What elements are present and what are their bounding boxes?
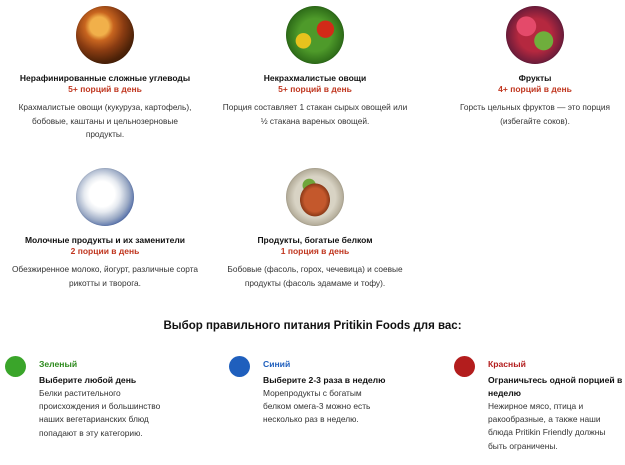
food-group-servings: 5+ порций в день [68, 84, 142, 94]
choice-description: Нежирное мясо, птица и ракообразные, а также наши блюда Pritikin Friendly должны быть ограничены. [488, 401, 606, 451]
choice-description: Белки растительного происхождения и большинство наших вегетарианских блюд попадают в эту категорию. [39, 388, 161, 438]
food-group-title: Некрахмалистые овощи [263, 73, 367, 83]
choice-description: Морепродукты с богатым белком омега-3 можно есть несколько раз в неделю. [263, 388, 371, 425]
food-group-description: Бобовые (фасоль, горох, чечевица) и соевые продукты (фасоль эдамаме и тофу). [227, 264, 403, 288]
food-group-card-protein [200, 168, 430, 290]
choice-heading: Выберите 2-3 раза в неделю [263, 375, 386, 385]
choice-heading: Ограничьтесь одной порцией в неделю [488, 375, 623, 398]
food-group-title: Продукты, богатые белком [257, 235, 373, 245]
protein-photo [286, 168, 344, 226]
whole-grains-photo [76, 6, 134, 64]
choice-label: Синий [263, 359, 291, 369]
section-heading: Выбор правильного питания Pritikin Foods для вас: [163, 320, 462, 332]
food-group-description: Горсть цельных фруктов — это порция (избегайте соков). [459, 102, 611, 126]
food-group-title: Нерафинированные сложные углеводы [19, 73, 191, 83]
food-group-servings: 4+ порций в день [498, 84, 572, 94]
food-group-description: Обезжиренное молоко, йогурт, различные сорта рикотты и творога. [11, 264, 199, 288]
blue-dot-icon [229, 356, 250, 377]
choice-heading: Выберите любой день [39, 375, 137, 385]
food-group-title: Фрукты [518, 73, 552, 83]
vegetables-photo [286, 6, 344, 64]
food-group-card-whole-grains [0, 6, 210, 142]
food-group-servings: 2 порции в день [70, 246, 140, 256]
green-dot-icon [5, 356, 26, 377]
fruits-photo [506, 6, 564, 64]
choice-label: Красный [488, 359, 526, 369]
food-group-description: Порция составляет 1 стакан сырых овощей или ½ стакана вареных овощей. [222, 102, 408, 126]
food-group-title: Молочные продукты и их заменители [24, 235, 186, 245]
food-group-card-fruits [430, 6, 625, 128]
dairy-photo [76, 168, 134, 226]
red-dot-icon [454, 356, 475, 377]
food-group-card-vegetables [200, 6, 430, 128]
food-group-servings: 5+ порций в день [278, 84, 352, 94]
food-group-description: Крахмалистые овощи (кукуруза, картофель), бобовые, каштаны и цельнозерновые продукты. [18, 102, 192, 139]
food-group-card-dairy [0, 168, 210, 290]
choice-label: Зеленый [39, 359, 78, 369]
food-group-servings: 1 порция в день [280, 246, 350, 256]
